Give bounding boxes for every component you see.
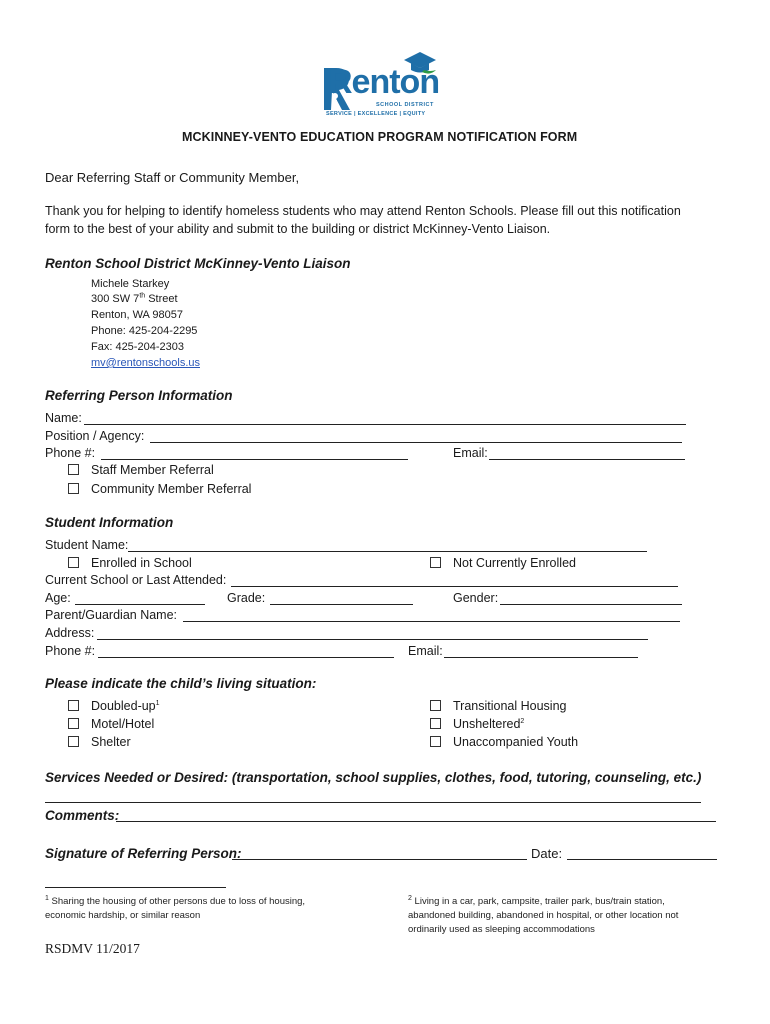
liaison-name: Michele Starkey — [91, 278, 170, 290]
logo-subtitle: SCHOOL DISTRICT — [376, 102, 434, 108]
date-field[interactable] — [567, 859, 717, 860]
comments-label: Comments: — [45, 808, 120, 823]
doubled-up-option[interactable]: Doubled-$up^1$ — [68, 698, 160, 714]
intro-line-1: Thank you for helping to identify homeless students who may attend Renton Schools. Please fill out this notification — [45, 204, 681, 218]
intro-line-2: form to the best of your ability and submit to the building or district McKinney-Vento Liaison. — [45, 222, 551, 236]
shelter-checkbox[interactable] — [68, 736, 79, 747]
gender-label: Gender: — [453, 591, 499, 605]
living-heading: Please indicate the child’s living situation: — [45, 676, 317, 691]
gender-field[interactable] — [500, 604, 682, 605]
footnote-separator — [45, 887, 226, 888]
student-name-field[interactable] — [128, 551, 647, 552]
signature-label: Signature of Referring Person: — [45, 846, 242, 861]
date-label: Date: — [531, 846, 563, 861]
liaison-phone: Phone: 425-204-2295 — [91, 325, 198, 337]
parent-field[interactable] — [183, 621, 680, 622]
signature-field[interactable] — [232, 859, 527, 860]
form-code: RSDMV 11/2017 — [45, 941, 140, 956]
liaison-email-link[interactable]: mv@rentonschools.us — [91, 357, 200, 369]
comments-field[interactable] — [116, 821, 716, 822]
transitional-checkbox[interactable] — [430, 700, 441, 711]
student-phone-field[interactable] — [98, 657, 394, 658]
student-email-label: Email: — [408, 644, 443, 658]
student-phone-label: Phone #: — [45, 644, 96, 658]
district-logo — [322, 50, 452, 122]
greeting: Dear Referring Staff or Community Member, — [45, 170, 300, 185]
footnote-1: $^1$ Sharing the housing of other persons due to loss of housing, economic hardship, or similar reason — [45, 894, 306, 921]
staff-referral-checkbox[interactable] — [68, 464, 79, 475]
parent-label: Parent/Guardian Name: — [45, 608, 178, 622]
referring-email-field[interactable] — [489, 459, 685, 460]
referring-phone-label: Phone #: — [45, 446, 96, 460]
grade-field[interactable] — [270, 604, 413, 605]
referring-position-field[interactable] — [150, 442, 682, 443]
transitional-option[interactable]: Transitional Housing — [430, 698, 566, 714]
referring-name-label: Name: — [45, 411, 82, 425]
not-enrolled-option[interactable]: Not Currently Enrolled — [430, 555, 576, 571]
student-email-field[interactable] — [444, 657, 638, 658]
footnote-2: $^2$ Living in a car, park, campsite, trailer park, bus/train station, abandoned building, abandoned in hospital, or other location not ordinarily used as sleeping accommodations — [408, 894, 679, 935]
enrolled-option[interactable]: Enrolled in School — [68, 555, 192, 571]
grade-label: Grade: — [227, 591, 266, 605]
referring-heading: Referring Person Information — [45, 388, 233, 403]
referring-position-label: Position / Agency: — [45, 429, 145, 443]
liaison-fax: Fax: 425-204-2303 — [91, 341, 184, 353]
school-label: Current School or Last Attended: — [45, 573, 227, 587]
services-heading: Services Needed or Desired: (transportation, school supplies, clothes, food, tutoring, counseling, etc.) — [45, 770, 702, 785]
address-label: Address: — [45, 626, 95, 640]
unaccompanied-option[interactable]: Unaccompanied Youth — [430, 734, 578, 750]
school-field[interactable] — [231, 586, 678, 587]
unaccompanied-checkbox[interactable] — [430, 736, 441, 747]
motel-checkbox[interactable] — [68, 718, 79, 729]
student-name-label: Student Name: — [45, 538, 129, 552]
unsheltered-option[interactable]: Unsheltered$^2$ — [430, 716, 524, 732]
student-heading: Student Information — [45, 515, 174, 530]
not-enrolled-checkbox[interactable] — [430, 557, 441, 568]
address-field[interactable] — [97, 639, 648, 640]
referring-name-field[interactable] — [84, 424, 686, 425]
form-title: MCKINNEY-VENTO EDUCATION PROGRAM NOTIFICATION FORM — [182, 130, 578, 144]
community-referral-option[interactable]: Community Member Referral — [68, 481, 251, 497]
referring-email-label: Email: — [453, 446, 488, 460]
community-referral-checkbox[interactable] — [68, 483, 79, 494]
logo-tagline: SERVICE | EXCELLENCE | EQUITY — [326, 111, 426, 117]
liaison-address-1: 300 SW 7th Street — [91, 292, 178, 305]
referring-phone-field[interactable] — [101, 459, 408, 460]
motel-option[interactable]: Motel/Hotel — [68, 716, 154, 732]
enrolled-checkbox[interactable] — [68, 557, 79, 568]
age-field[interactable] — [75, 604, 205, 605]
liaison-heading: Renton School District McKinney-Vento Liaison — [45, 256, 351, 271]
logo-wordmark: Renton — [328, 63, 440, 101]
unsheltered-checkbox[interactable] — [430, 718, 441, 729]
staff-referral-option[interactable]: Staff Member Referral — [68, 462, 214, 478]
shelter-option[interactable]: Shelter — [68, 734, 131, 750]
liaison-address-2: Renton, WA 98057 — [91, 309, 183, 321]
services-field[interactable] — [45, 802, 701, 803]
doubled-up-checkbox[interactable] — [68, 700, 79, 711]
age-label: Age: — [45, 591, 71, 605]
